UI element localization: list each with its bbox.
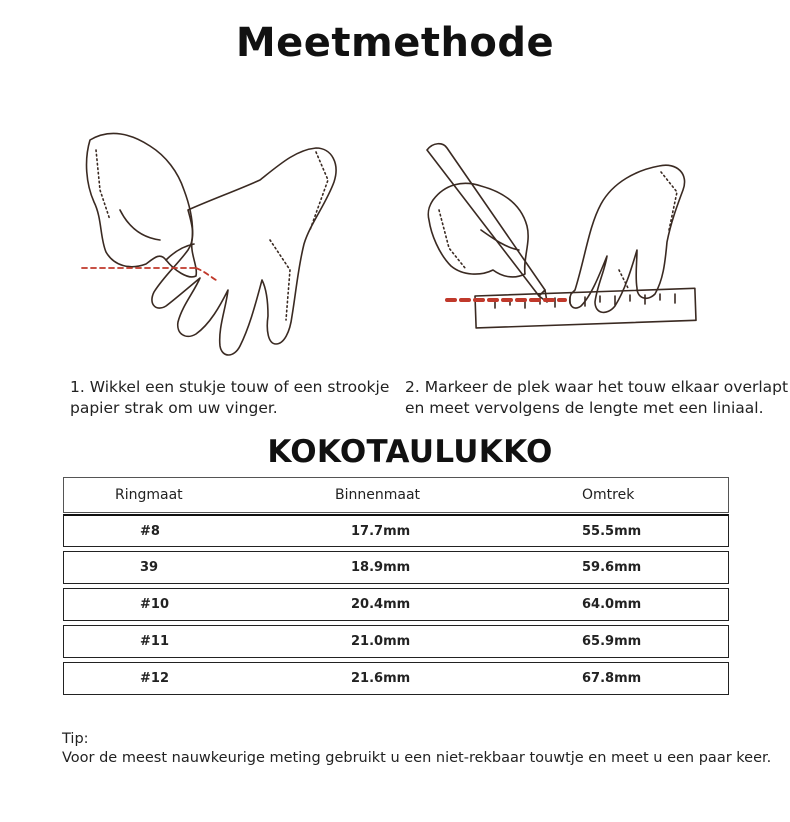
cell-inner: 17.7mm: [351, 523, 411, 539]
table-header-row: [63, 477, 729, 513]
table-row: [63, 625, 729, 658]
cell-inner: 21.6mm: [351, 671, 411, 686]
tip-block: [62, 730, 782, 768]
page-title: Meetmethode: [235, 20, 555, 66]
cell-circumference: 67.8mm: [582, 671, 642, 686]
header-binnenmaat: Binnenmaat: [335, 487, 421, 503]
size-table: [63, 477, 729, 699]
hand-measuring-ruler-icon: [415, 130, 705, 344]
section-title: KOKOTAULUKKO: [267, 434, 553, 470]
cell-circumference: 64.0mm: [582, 597, 642, 612]
tip-text: Voor de meest nauwkeurige meting gebruikt u een niet-rekbaar touwtje en meet u een paar keer.: [62, 750, 772, 766]
cell-inner: 20.4mm: [351, 597, 411, 612]
cell-size: #12: [140, 671, 169, 686]
cell-size: #8: [140, 523, 160, 539]
table-row: [63, 588, 729, 621]
table-row: [63, 551, 729, 584]
hand-wrapping-string-icon: [70, 120, 360, 374]
table-row: [63, 662, 729, 695]
table-row: [63, 514, 729, 547]
cell-circumference: 65.9mm: [582, 634, 642, 649]
step-2-text: 2. Markeer de plek waar het touw elkaar overlapt en meet vervolgens de lengte met een liniaal.: [405, 378, 789, 417]
cell-circumference: 59.6mm: [582, 560, 642, 575]
cell-size: 39: [140, 560, 159, 575]
cell-circumference: 55.5mm: [582, 523, 642, 539]
cell-inner: 21.0mm: [351, 634, 411, 649]
tip-label: Tip:: [62, 731, 89, 747]
cell-size: #11: [140, 634, 169, 649]
cell-size: #10: [140, 597, 169, 612]
step-1-text: 1. Wikkel een stukje touw of een strookje papier strak om uw vinger.: [70, 378, 390, 417]
header-omtrek: Omtrek: [582, 487, 635, 503]
header-ringmaat: Ringmaat: [115, 487, 183, 503]
cell-inner: 18.9mm: [351, 560, 411, 575]
